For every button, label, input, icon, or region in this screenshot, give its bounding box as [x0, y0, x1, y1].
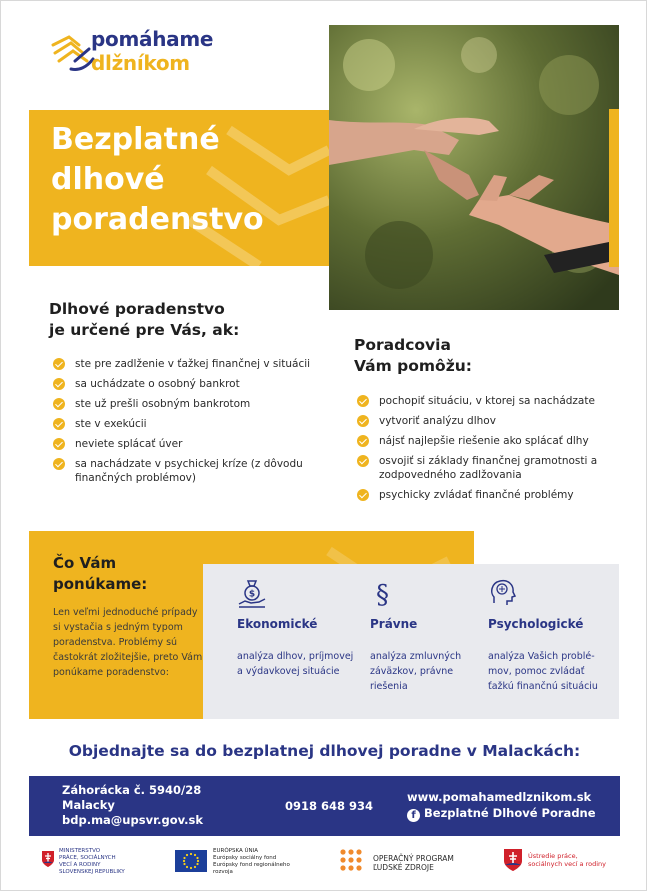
hands-photo-illustration — [329, 25, 619, 310]
eu-line2: Európsky sociálny fond — [213, 855, 277, 861]
slovak-crest-icon — [41, 850, 55, 868]
service-description: analýza Vašich problé- mov, pomoc zvládať ťažkú finančnú situáciu — [488, 651, 598, 692]
contact-address — [62, 783, 203, 828]
check-icon — [357, 455, 369, 467]
list-item-text: ste už prešli osobným bankrotom — [75, 398, 251, 410]
list-item — [355, 488, 605, 502]
ministry-line1: MINISTERSTVO — [59, 848, 101, 854]
logo-text-line1: pomáhame — [91, 27, 214, 51]
check-icon — [53, 418, 65, 430]
list-item-text: vytvoriť analýzu dlhov — [379, 415, 496, 427]
op-line1: OPERAČNÝ PROGRAM — [373, 854, 454, 863]
offer-heading-line2: ponúkame: — [53, 575, 148, 593]
paragraph-icon — [370, 577, 400, 609]
list-item — [355, 434, 605, 448]
list-item-text: pochopiť situáciu, v ktorej sa nachádzate — [379, 395, 595, 407]
facebook-link[interactable] — [407, 806, 596, 822]
website-link[interactable]: www.pomahamedlznikom.sk — [407, 790, 592, 804]
list-item — [51, 457, 341, 485]
title-banner — [29, 110, 329, 266]
service-description: analýza dlhov, príjmovej a výdavkovej situácie — [237, 651, 354, 677]
list-item-text: neviete splácať úver — [75, 438, 183, 450]
eu-line3: Európsky fond regionálneho rozvoja — [213, 862, 290, 875]
svg-text:$: $ — [248, 589, 256, 600]
check-icon — [53, 398, 65, 410]
call-to-action: Objednajte sa do bezplatnej dlhovej poradne v Malackách: — [68, 742, 581, 760]
facebook-icon: f — [407, 809, 420, 822]
logo — [49, 25, 249, 81]
list-item-text: osvojiť si základy finančnej gramotnosti a zodpovedného zadlžovania — [379, 455, 598, 481]
list-item — [51, 397, 341, 411]
check-icon — [53, 458, 65, 470]
left-section-heading — [49, 299, 239, 341]
ministry-line3: VECÍ A RODINY — [59, 862, 101, 868]
address-street: Záhorácka č. 5940/28 — [62, 783, 202, 797]
list-item — [355, 394, 605, 408]
list-item — [51, 377, 341, 391]
list-item-text: ste v exekúcii — [75, 418, 147, 430]
list-item — [355, 454, 605, 482]
ministry-line4: SLOVENSKEJ REPUBLIKY — [59, 869, 125, 875]
phone-number[interactable]: 0918 648 934 — [285, 799, 374, 813]
handshake-logo-icon — [49, 31, 97, 79]
offer-description: Len veľmi jednoduché prípady si vystačia s jedným typom poradenstva. Problémy sú častokrát zložitejšie, preto Vám ponúkame poradenstvo: — [53, 607, 203, 678]
offer-heading-line1: Čo Vám — [53, 554, 117, 572]
eu-line1: EURÓPSKA ÚNIA — [213, 848, 259, 854]
list-item-text: sa nachádzate v psychickej kríze (z dôvodu finančných problémov) — [75, 458, 303, 484]
check-icon — [357, 435, 369, 447]
logo-text-line2: dlžníkom — [91, 51, 190, 75]
right-section-heading — [354, 335, 472, 377]
check-icon — [53, 438, 65, 450]
right-heading-line2: Vám pomôžu: — [354, 357, 472, 375]
service-name: Psychologické — [488, 617, 584, 631]
list-item — [51, 437, 341, 451]
eu-stars-icon — [175, 850, 207, 872]
photo-accent-bar — [609, 109, 619, 267]
check-icon — [357, 489, 369, 501]
list-item-text: ste pre zadlženie v ťažkej finančnej v situácii — [75, 358, 311, 370]
service-description: analýza zmluvných záväzkov, právne riešenia — [370, 651, 462, 692]
check-icon — [53, 358, 65, 370]
list-item-text: psychicky zvládať finančné problémy — [379, 489, 574, 501]
list-item-text: sa uchádzate o osobný bankrot — [75, 378, 240, 390]
email-link[interactable]: bdp.ma@upsvr.gov.sk — [62, 813, 204, 827]
op-dots-icon — [339, 848, 365, 874]
service-name: Ekonomické — [237, 617, 318, 631]
offer-heading — [53, 553, 147, 595]
upsvr-line1: Ústredie práce, — [528, 852, 578, 860]
head-brain-icon — [488, 577, 518, 609]
title-line3: poradenstvo — [51, 202, 264, 237]
list-item — [51, 357, 341, 371]
ministry-line2: PRÁCE, SOCIÁLNYCH — [59, 855, 116, 861]
address-city: Malacky — [62, 798, 115, 812]
money-bag-hand-icon — [237, 577, 267, 609]
upsvr-crest-icon — [503, 848, 523, 872]
contact-bar — [29, 776, 620, 836]
service-name: Právne — [370, 617, 418, 631]
hands-photo — [329, 25, 619, 310]
eu-flag-icon — [175, 850, 207, 872]
list-item — [355, 414, 605, 428]
facebook-label: Bezplatné Dlhové Poradne — [424, 806, 596, 820]
check-icon — [53, 378, 65, 390]
right-heading-line1: Poradcovia — [354, 336, 451, 354]
check-icon — [357, 395, 369, 407]
page-title — [51, 120, 264, 240]
title-line1: Bezplatné — [51, 122, 220, 157]
check-icon — [357, 415, 369, 427]
left-heading-line2: je určené pre Vás, ak: — [49, 321, 240, 339]
list-item — [51, 417, 341, 431]
upsvr-line2: sociálnych vecí a rodiny — [528, 860, 607, 868]
advisors-list — [355, 394, 605, 508]
list-item-text: nájsť najlepšie riešenie ako splácať dlhy — [379, 435, 589, 447]
title-line2: dlhové — [51, 162, 165, 197]
left-heading-line1: Dlhové poradenstvo — [49, 300, 225, 318]
op-line2: ĽUDSKÉ ZDROJE — [373, 863, 434, 872]
eligibility-list — [51, 357, 341, 491]
svg-text:§: § — [376, 580, 389, 609]
